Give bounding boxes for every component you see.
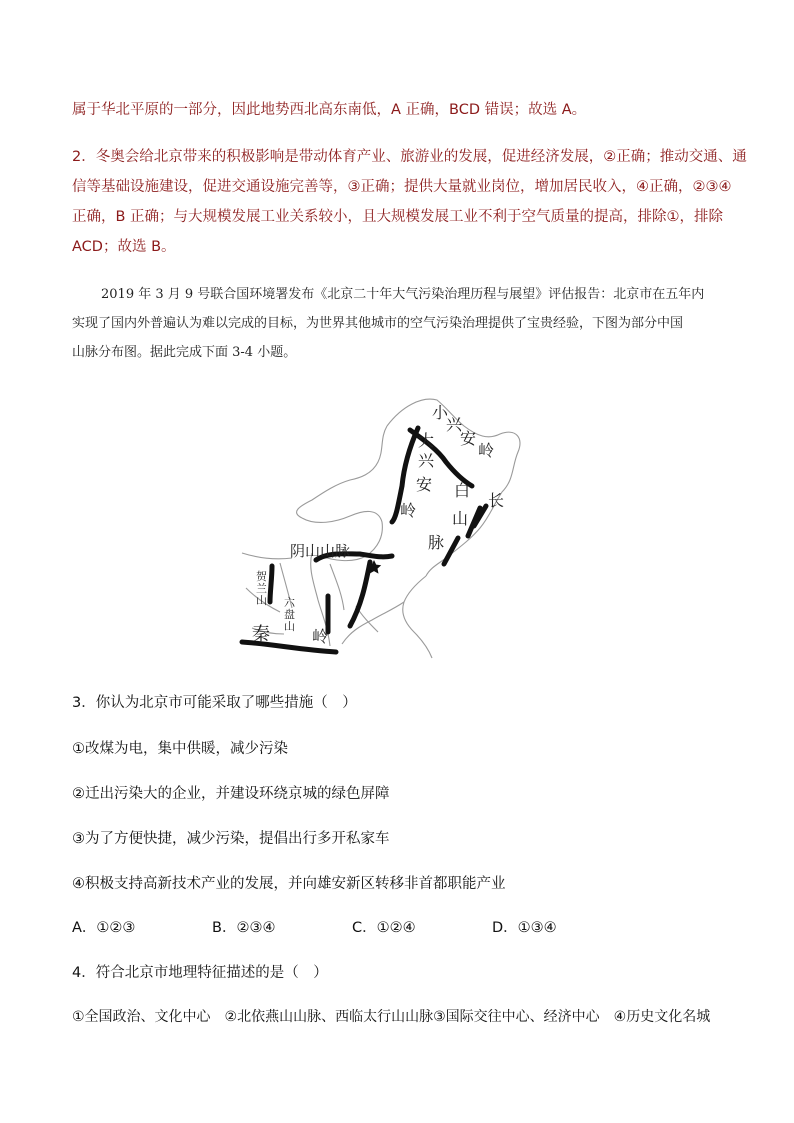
- label-daling: 岭: [400, 501, 417, 520]
- q2-explanation-line-4: ACD；故选 B。: [72, 239, 176, 255]
- label-xiao: 小: [432, 403, 449, 422]
- label-liu: 六: [284, 596, 295, 609]
- q4-stem: 4．符合北京市地理特征描述的是（ ）: [72, 965, 328, 981]
- label-liupan-shan: 山: [284, 620, 295, 633]
- label-xiaoxing: 兴: [446, 415, 463, 434]
- label-chang: 长: [488, 491, 505, 510]
- label-yinshan: 阴山山脉: [290, 542, 351, 560]
- q4-items: ①全国政治、文化中心 ②北依燕山山脉、西临太行山山脉③国际交往中心、经济中心 ④历史文化名城: [72, 1009, 711, 1025]
- label-bai: 白: [454, 481, 471, 500]
- passage-line-2: 实现了国内外普遍认为难以完成的目标，为世界其他城市的空气污染治理提供了宝贵经验，下图为部分中国: [72, 316, 684, 331]
- q3-option-d[interactable]: D．①③④: [492, 920, 557, 936]
- q3-option-a[interactable]: A．①②③: [72, 920, 136, 936]
- q2-explanation-line-3: 正确，B 正确；与大规模发展工业关系较小，且大规模发展工业不利于空气质量的提高，排除①，排除: [72, 209, 724, 225]
- q3-item-3: ③为了方便快捷，减少污染，提倡出行多开私家车: [72, 831, 390, 847]
- passage-line-1: 2019 年 3 月 9 号联合国环境署发布《北京二十年大气污染治理历程与展望》评估报告：北京市在五年内: [101, 287, 705, 302]
- label-daxing: 兴: [418, 451, 435, 470]
- q3-stem: 3．你认为北京市可能采取了哪些措施（ ）: [72, 695, 357, 711]
- q3-item-1: ①改煤为电，集中供暖，减少污染: [72, 741, 288, 757]
- label-xiaoan: 安: [460, 429, 477, 448]
- label-ling: 岭: [312, 627, 329, 646]
- mountain-range-map: [232, 388, 532, 668]
- label-pan: 盘: [284, 608, 295, 621]
- q2-explanation-line-1: 2．冬奥会给北京带来的积极影响是带动体育产业、旅游业的发展，促进经济发展，②正确；推动交通、通: [72, 149, 747, 165]
- label-mai: 脉: [428, 533, 445, 552]
- label-qin: 秦: [252, 624, 270, 645]
- q2-explanation-line-2: 信等基础设施建设，促进交通设施完善等，③正确；提供大量就业岗位，增加居民收入，④正确，②③④: [72, 179, 732, 195]
- label-lan: 兰: [256, 582, 267, 595]
- label-daan: 安: [416, 475, 433, 494]
- explanation-line-1: 属于华北平原的一部分，因此地势西北高东南低，A 正确，BCD 错误；故选 A。: [72, 102, 587, 118]
- label-shan: 山: [452, 509, 469, 528]
- q3-item-4: ④积极支持高新技术产业的发展，并向雄安新区转移非首都职能产业: [72, 876, 506, 892]
- mountain-lines: [242, 428, 486, 652]
- q3-option-c[interactable]: C．①②④: [352, 920, 416, 936]
- label-helan-shan: 山: [256, 594, 267, 607]
- label-xiaoling: 岭: [478, 441, 495, 460]
- label-da: 大: [418, 431, 435, 450]
- q3-option-b[interactable]: B．②③④: [212, 920, 276, 936]
- q3-item-2: ②迁出污染大的企业，并建设环绕京城的绿色屏障: [72, 786, 390, 802]
- passage-line-3: 山脉分布图。据此完成下面 3-4 小题。: [72, 345, 297, 360]
- label-he: 贺: [256, 570, 267, 583]
